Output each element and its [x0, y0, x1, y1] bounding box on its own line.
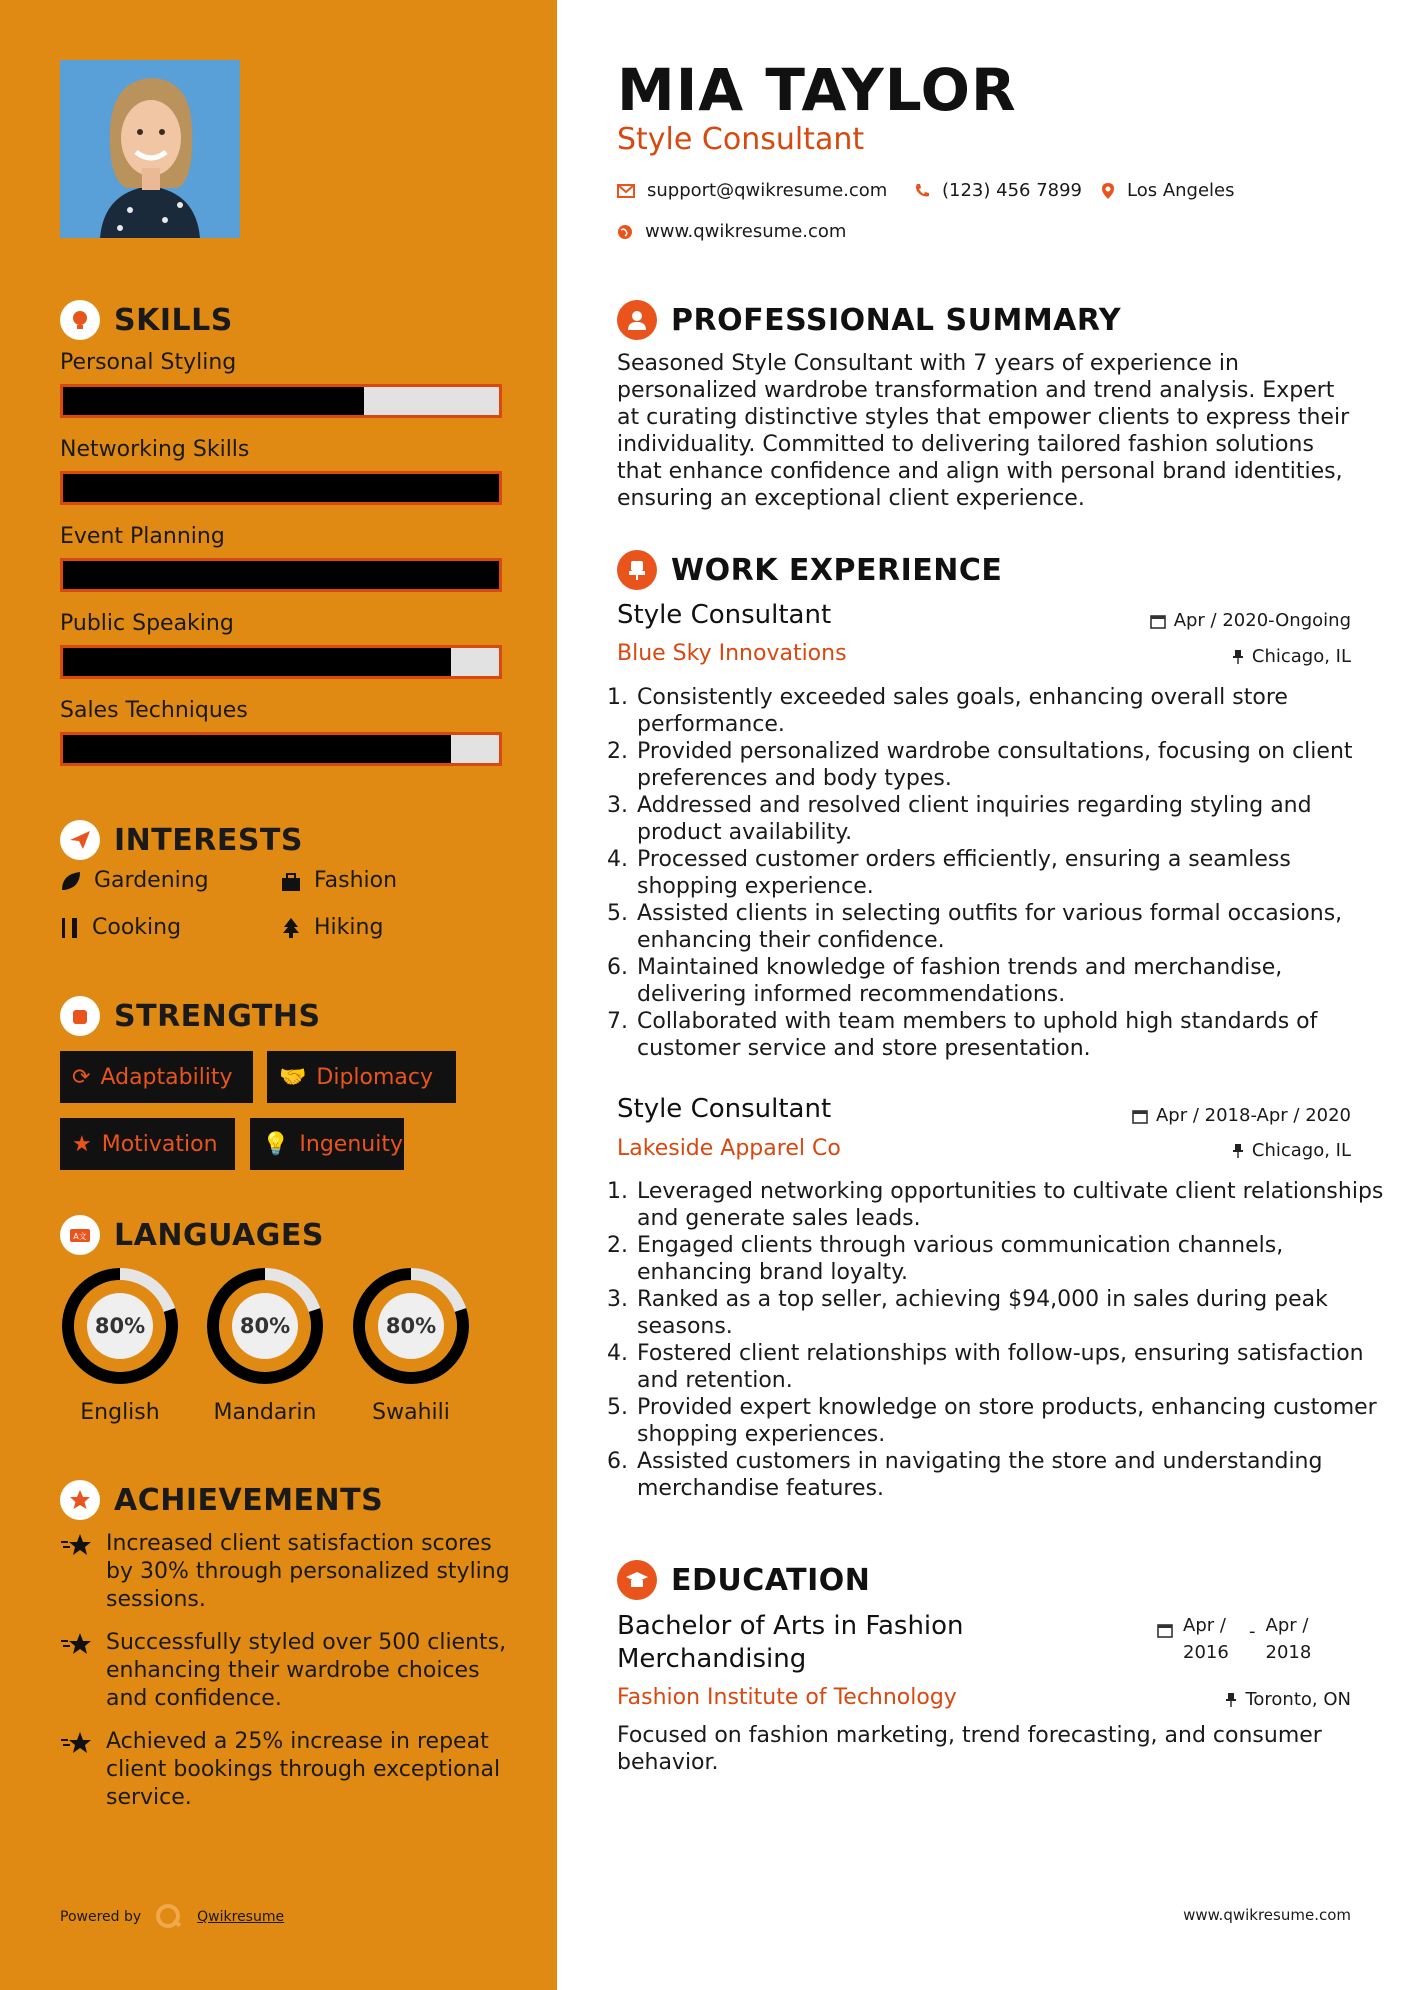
strength-chip: ★ Motivation: [60, 1118, 235, 1170]
star-badge-icon: [60, 1480, 100, 1520]
experience-heading: WORK EXPERIENCE: [617, 550, 1002, 590]
job-title: Style Consultant: [617, 600, 832, 630]
globe-icon: [617, 224, 633, 240]
education-location: Toronto, ON: [1225, 1689, 1351, 1710]
skill-bar: [60, 471, 502, 505]
achievement-item: Achieved a 25% increase in repeat client bookings through exceptional service.: [60, 1728, 520, 1812]
language-name: Mandarin: [213, 1400, 317, 1425]
sidebar: [0, 0, 557, 1990]
language-ring: [60, 1266, 180, 1386]
star-icon: [60, 1532, 94, 1560]
email-contact[interactable]: support@qwikresume.com: [617, 180, 887, 201]
skill-bar: [60, 645, 502, 679]
map-pin-icon: [1101, 182, 1115, 200]
footer-url[interactable]: www.qwikresume.com: [1183, 1906, 1351, 1924]
education-heading: EDUCATION: [617, 1560, 870, 1600]
job-location: Chicago, IL: [1232, 646, 1351, 667]
skill-label: Event Planning: [60, 524, 225, 549]
skills-title: SKILLS: [114, 302, 233, 338]
skill-bar-fill: [63, 387, 364, 415]
language-ring: [205, 1266, 325, 1386]
language-item: [60, 1266, 180, 1425]
translate-icon: [60, 1215, 100, 1255]
interest-item: Fashion: [280, 868, 397, 893]
summary-heading: PROFESSIONAL SUMMARY: [617, 300, 1121, 340]
qwikresume-link[interactable]: Qwikresume: [197, 1909, 285, 1925]
language-percent: 80%: [385, 1314, 437, 1338]
strength-chip: 🤝 Diplomacy: [267, 1051, 456, 1103]
strengths-title: STRENGTHS: [114, 998, 321, 1034]
leaf-icon: [60, 870, 82, 892]
user-icon: [617, 300, 657, 340]
skill-bar: [60, 558, 502, 592]
lightbulb-icon: [60, 300, 100, 340]
candidate-role: Style Consultant: [617, 122, 865, 157]
skill-item: [60, 350, 500, 418]
website-contact[interactable]: www.qwikresume.com: [617, 221, 846, 242]
phone-icon: [914, 183, 930, 199]
interests-title: INTERESTS: [114, 822, 303, 858]
interest-item: Hiking: [280, 915, 383, 940]
profile-photo: [60, 60, 240, 238]
star-icon: [60, 1730, 94, 1758]
qwikresume-logo-icon: [155, 1903, 183, 1931]
achievement-item: Successfully styled over 500 clients, enhancing their wardrobe choices and confidence.: [60, 1629, 520, 1713]
skill-label: Personal Styling: [60, 350, 237, 375]
svg-text:A文: A文: [73, 1232, 87, 1241]
strengths-heading: [60, 996, 321, 1036]
fist-icon: [60, 996, 100, 1036]
paper-plane-icon: [60, 820, 100, 860]
skill-bar: [60, 732, 502, 766]
achievement-item: Increased client satisfaction scores by 30% through personalized styling sessions.: [60, 1530, 520, 1614]
powered-by: Powered by Qwikresume: [60, 1903, 284, 1931]
candidate-name: MIA TAYLOR: [617, 56, 1017, 124]
skill-bar-fill: [63, 561, 499, 589]
handshake-icon: 🤝: [279, 1064, 307, 1090]
bag-icon: [280, 870, 302, 892]
envelope-icon: [617, 184, 635, 198]
skill-bar: [60, 384, 502, 418]
skill-label: Sales Techniques: [60, 698, 248, 723]
language-name: English: [80, 1400, 160, 1425]
main-content: [557, 0, 1407, 1990]
pin-icon: [1232, 649, 1244, 665]
refresh-icon: ⟳: [72, 1064, 91, 1090]
interest-item: Gardening: [60, 868, 209, 893]
language-item: [205, 1266, 325, 1425]
calendar-icon: [1132, 1108, 1148, 1124]
star-icon: ★: [72, 1131, 92, 1157]
job-bullets: 1. Consistently exceeded sales goals, enhancing overall store performance. 2. Provided personalized wardrobe consultations, focusing on client preferences and body types. 3. Addressed and resolved client inquiries regarding styling and product availability. 4. Processed customer orders efficiently, ensuring a seamless shopping experience. 5. Assisted clients in selecting outfits for various formal occasions, enhancing their confidence. 6. Maintained knowledge of fashion trends and merchandise, delivering informed recommendations. 7. Collaborated with team members to uphold high standards of customer service and store presentation.: [617, 684, 1385, 1062]
languages-title: LANGUAGES: [114, 1217, 324, 1253]
summary-text: Seasoned Style Consultant with 7 years of experience in personalized wardrobe transformation and trend analysis. Expert at curating distinctive styles that empower clients to express their individuality. Committed to delivering tailored fashion solutions that enhance confidence and align with personal brand identities, ensuring an exceptional client experience.: [617, 351, 1350, 511]
skills-heading: [60, 300, 233, 340]
phone-contact[interactable]: (123) 456 7899: [914, 180, 1082, 201]
job-bullets: 1. Leveraged networking opportunities to cultivate client relationships and generate sales leads. 2. Engaged clients through various communication channels, enhancing brand loyalty. 3. Ranked as a top seller, achieving $94,000 in sales during peak seasons. 4. Fostered client relationships with follow-ups, ensuring satisfaction and retention. 5. Provided expert knowledge on store products, enhancing customer shopping experiences. 6. Assisted customers in navigating the store and understanding merchandise features.: [617, 1178, 1385, 1502]
company-name: Lakeside Apparel Co: [617, 1136, 841, 1161]
skill-bar-fill: [63, 648, 451, 676]
language-ring: [351, 1266, 471, 1386]
school-name: Fashion Institute of Technology: [617, 1685, 957, 1710]
tree-icon: [280, 917, 302, 939]
chair-icon: [617, 550, 657, 590]
skill-label: Networking Skills: [60, 437, 250, 462]
degree-title: Bachelor of Arts in Fashion Merchandising: [617, 1611, 964, 1674]
graduation-icon: [617, 1560, 657, 1600]
company-name: Blue Sky Innovations: [617, 641, 847, 666]
pin-icon: [1225, 1692, 1237, 1708]
lightbulb-icon: 💡: [262, 1131, 290, 1157]
languages-heading: [60, 1215, 324, 1255]
job-location: Chicago, IL: [1232, 1140, 1351, 1161]
star-icon: [60, 1631, 94, 1659]
job-dates: Apr / 2018-Apr / 2020: [1132, 1105, 1351, 1126]
achievements-title: ACHIEVEMENTS: [114, 1482, 384, 1518]
location-contact: Los Angeles: [1101, 180, 1235, 201]
interest-item: Cooking: [60, 915, 181, 940]
language-percent: 80%: [94, 1314, 146, 1338]
job-dates: Apr / 2020-Ongoing: [1150, 610, 1351, 631]
skill-label: Public Speaking: [60, 611, 234, 636]
job-title: Style Consultant: [617, 1094, 832, 1124]
skill-item: [60, 611, 500, 679]
language-name: Swahili: [372, 1400, 450, 1425]
cutlery-icon: [60, 917, 80, 939]
education-dates: Apr / 2016 - Apr / 2018: [1157, 1612, 1322, 1666]
skill-bar-fill: [63, 474, 499, 502]
language-item: [351, 1266, 471, 1425]
strength-chip: 💡 Ingenuity: [250, 1118, 404, 1170]
strength-chip: ⟳ Adaptability: [60, 1051, 253, 1103]
achievements-heading: [60, 1480, 383, 1520]
skill-item: [60, 437, 500, 505]
pin-icon: [1232, 1143, 1244, 1159]
skill-item: [60, 524, 500, 592]
education-description: Focused on fashion marketing, trend forecasting, and consumer behavior.: [617, 1723, 1322, 1775]
skill-item: [60, 698, 500, 766]
language-percent: 80%: [239, 1314, 291, 1338]
skill-bar-fill: [63, 735, 451, 763]
interests-heading: [60, 820, 303, 860]
calendar-icon: [1157, 1622, 1173, 1638]
calendar-icon: [1150, 613, 1166, 629]
